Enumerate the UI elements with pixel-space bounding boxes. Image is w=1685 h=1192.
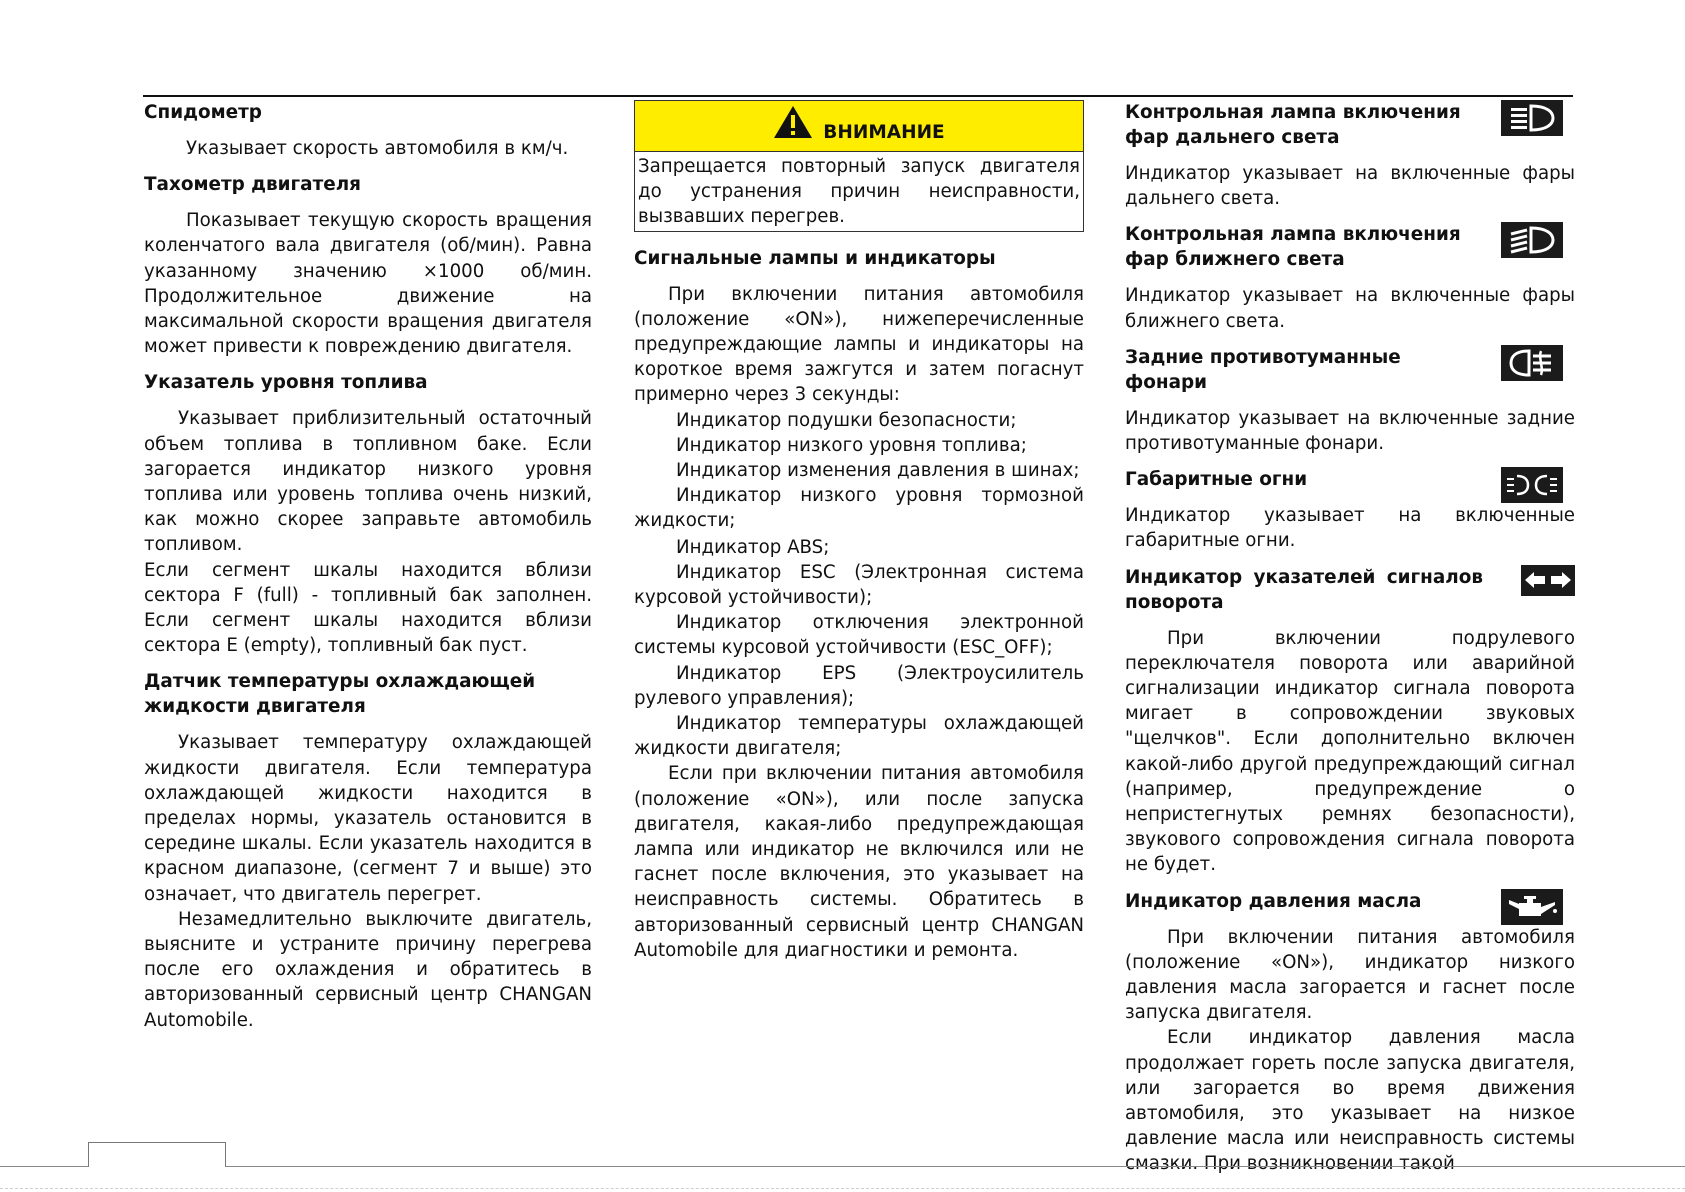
position-lights-header — [1125, 467, 1575, 492]
list-item: Индикатор изменения давления в шинах; — [676, 460, 1080, 482]
turn-signals-text: При включении подрулевого переключателя поворота или аварийной сигнализации индикатор сигнала поворота мигает в сопровождении звуковых "щелчков". Если дополнительно включен какой-либо другой предупреждающий сигнал (например, предупреждение о непристегнутых ремнях безопасности), звукового сопровождения сигнала поворота не будет. — [1125, 627, 1575, 876]
speedometer-text: Указывает скорость автомобиля в км/ч. — [186, 138, 569, 159]
rear-fog-text: Индикатор указывает на включенные задние противотуманные фонари. — [1125, 407, 1575, 455]
tachometer-heading: Тахометр двигателя — [144, 174, 361, 196]
fuel-gauge-heading: Указатель уровня топлива — [144, 372, 428, 394]
rear-fog-header — [1125, 345, 1575, 395]
list-item: Индикатор низкого уровня топлива; — [676, 434, 1027, 456]
column-right — [1125, 100, 1575, 1177]
warning-triangle-icon — [773, 105, 813, 146]
list-item: Индикатор ABS; — [676, 536, 830, 558]
oil-pressure-header — [1125, 889, 1575, 914]
high-beam-icon — [1501, 100, 1563, 136]
oil-pressure-text-1: При включении питания автомобиля (положение «ON»), индикатор низкого давления масла загорается и гаснет после запуска двигателя. — [1125, 926, 1575, 1024]
warning-title: ВНИМАНИЕ — [823, 122, 945, 144]
rear-fog-heading: Задние противотуманные фонари — [1125, 346, 1401, 393]
footer-rule — [0, 1166, 1685, 1167]
low-beam-heading: Контрольная лампа включения фар ближнего света — [1125, 224, 1461, 271]
turn-signal-arrows-icon — [1521, 565, 1575, 596]
position-lights-icon — [1501, 467, 1563, 503]
oil-pressure-text-2: Если индикатор давления масла продолжает гореть после запуска двигателя, или загорается во время движения автомобиля, это указывает на низкое давление масла или неисправность системы смазки. При возникновении такой — [1125, 1027, 1575, 1175]
high-beam-header — [1125, 100, 1575, 150]
high-beam-text: Индикатор указывает на включенные фары дальнего света. — [1125, 163, 1575, 210]
column-middle — [634, 100, 1084, 963]
coolant-gauge-heading: Датчик температуры охлаждающей жидкости двигателя — [144, 671, 536, 718]
page-edge-divider — [0, 1188, 1685, 1189]
low-beam-icon — [1501, 222, 1563, 258]
low-beam-text: Индикатор указывает на включенные фары ближнего света. — [1125, 285, 1575, 332]
signal-lamps-intro: При включении питания автомобиля (положение «ON»), нижеперечисленные предупреждающие лампы и индикаторы на короткое время зажгутся и затем погаснут примерно через 3 секунды: — [634, 283, 1084, 406]
warning-header — [635, 101, 1083, 152]
low-beam-header — [1125, 222, 1575, 272]
top-rule — [143, 95, 1573, 97]
tachometer-text: Показывает текущую скорость вращения коленчатого вала двигателя (об/мин). Равна указанному значению ×1000 об/мин. Продолжительное движение на максимальной скорости вращения двигателя может привести к повреждению двигателя. — [144, 210, 592, 358]
signal-lamps-heading: Сигнальные лампы и индикаторы — [634, 247, 996, 269]
signal-lamps-outro: Если при включении питания автомобиля (положение «ON»), или после запуска двигателя, какая-либо предупреждающая лампа или индикатор не включился или не гаснет после включения, это указывает на неисправность системы. Обратитесь в авторизованный сервисный центр CHANGAN Automobile для диагностики и ремонта. — [634, 763, 1084, 961]
oil-pressure-heading: Индикатор давления масла — [1125, 890, 1422, 912]
turn-signals-heading: Индикатор указателей сигналов поворота — [1125, 566, 1483, 613]
warning-box — [634, 100, 1084, 232]
speedometer-heading: Спидометр — [144, 102, 262, 123]
oil-can-icon — [1501, 889, 1563, 925]
list-item: Индикатор подушки безопасности; — [676, 409, 1017, 431]
list-item: Индикатор низкого уровня тормозной жидкости; — [634, 485, 1084, 532]
warning-text: Запрещается повторный запуск двигателя до устранения причин неисправности, вызвавших перегрев. — [638, 156, 1080, 228]
coolant-gauge-text-2: Незамедлительно выключите двигатель, выясните и устраните причину перегрева после его охлаждения и обратитесь в авторизованный сервисный центр CHANGAN Automobile. — [144, 908, 592, 1031]
page-number-tab — [88, 1142, 226, 1167]
column-left — [144, 100, 592, 1033]
fuel-gauge-text-2: Если сегмент шкалы находится вблизи сектора F (full) - топливный бак заполнен. Если сегмент шкалы находится вблизи сектора E (empty), топливный бак пуст. — [144, 559, 592, 657]
position-lights-text: Индикатор указывает на включенные габаритные огни. — [1125, 505, 1575, 552]
list-item: Индикатор температуры охлаждающей жидкости двигателя; — [634, 713, 1084, 760]
list-item: Индикатор EPS (Электроусилитель рулевого управления); — [634, 662, 1084, 709]
list-item: Индикатор ESC (Электронная система курсовой устойчивости); — [634, 561, 1084, 609]
turn-signals-header — [1125, 565, 1575, 615]
fuel-gauge-text-1: Указывает приблизительный остаточный объем топлива в топливном баке. Если загорается индикатор низкого уровня топлива или уровень топлива очень низкий, как можно скорее заправьте автомобиль топливом. — [144, 408, 592, 556]
position-lights-heading: Габаритные огни — [1125, 469, 1308, 491]
coolant-gauge-text-1: Указывает температуру охлаждающей жидкости двигателя. Если температура охлаждающей жидкости находится в пределах нормы, указатель остановится в середине шкалы. Если указатель находится в красном диапазоне, (сегмент 7 и выше) это означает, что двигатель перегрет. — [144, 732, 592, 905]
high-beam-heading: Контрольная лампа включения фар дальнего света — [1125, 102, 1461, 148]
rear-fog-icon — [1501, 345, 1563, 381]
indicator-list — [634, 408, 1084, 762]
list-item: Индикатор отключения электронной системы курсовой устойчивости (ESC_OFF); — [634, 612, 1084, 659]
